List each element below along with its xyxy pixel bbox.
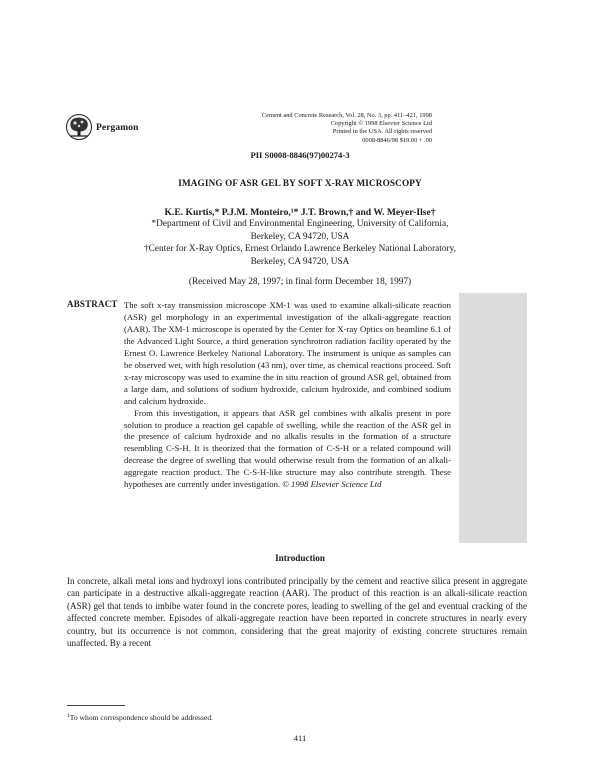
abstract-paragraph-text: From this investigation, it appears that ASR gel combines with alkalis present in pore solution to produce a reaction gel capable of swelling, while the reaction of the ASR gel in the presence of calcium hydroxide and no alkalis results in the formation of a structure resembling C-S-H. It is theorized that the formation of C-S-H or a related compound will decrease the degree of swelling that would otherwise result from the formation of an alkali-aggregate reaction product. The C-S-H-like structure may also contribute strength. These hypotheses are currently under investigation. xyxy=(124,407,451,490)
body-paragraph: In concrete, alkali metal ions and hydroxyl ions contributed principally by the cement and reactive silica present in aggregate can participate in a destructive alkali-aggregate reaction (AAR). The product of this reaction is an alkali-silicate reaction (ASR) gel that tends to imbibe water found in the concrete pores, leading to swelling of the gel and eventual cracking of the affected concrete member. Episodes of alkali-aggregate reaction have been reported in concrete structures in nearly every country, but its occurrence is not common, considering that the great majority of existing concrete structures remain unaffected. By a recent xyxy=(67,576,527,649)
affiliations xyxy=(0,218,600,268)
abstract-label: ABSTRACT xyxy=(67,299,118,309)
footnote-divider xyxy=(67,705,125,706)
margin-shading xyxy=(459,293,527,543)
page-number: 411 xyxy=(293,733,307,743)
affiliation-line: †Center for X-Ray Optics, Ernest Orlando Lawrence Berkeley National Laboratory, xyxy=(143,244,457,255)
journal-line: Cement and Concrete Research, Vol. 28, No. 3, pp. 411–421, 1998 xyxy=(261,112,432,119)
footnote-text: To whom correspondence should be addressed. xyxy=(69,713,214,722)
affiliation-line: Berkeley, CA 94720, USA xyxy=(250,256,350,267)
affiliation-line: Berkeley, CA 94720, USA xyxy=(250,231,350,242)
abstract-paragraph xyxy=(124,408,451,492)
abstract-paragraph: The soft x-ray transmission microscope XM-1 was used to examine alkali-silicate reaction (ASR) gel morphology in an experimental investigation of the alkali-aggregate reaction (AAR). The XM-1 microscope is operated by the Center for X-ray Optics on beamline 6.1 of the Advanced Light Source, a third generation synchrotron radiation facility operated by the Ernest O. Lawrence Berkeley National Laboratory. The instrument is unique as samples can be observed wet, with high resolution (43 nm), over time, as chemical reactions proceed. Soft x-ray microscopy was used to examine the in situ reaction of ground ASR gel, obtained from a large dam, and solutions of sodium hydroxide, calcium hydroxide, and combined sodium and calcium hydroxide. xyxy=(124,300,451,406)
journal-citation xyxy=(172,112,432,145)
abstract-body xyxy=(124,300,451,491)
copyright-notice: © 1998 Elsevier Science Ltd xyxy=(282,479,382,490)
paper-title: IMAGING OF ASR GEL BY SOFT X-RAY MICROSCOPY xyxy=(178,178,422,188)
publisher-name: Pergamon xyxy=(96,123,139,133)
introduction-text xyxy=(67,575,527,650)
journal-line: 0008-8846/98 $19.00 + .00 xyxy=(362,136,432,144)
journal-line: Printed in the USA. All rights reserved xyxy=(332,128,432,136)
footnote xyxy=(67,713,213,722)
section-heading: Introduction xyxy=(275,553,325,563)
journal-line: Copyright © 1998 Elsevier Science Ltd xyxy=(330,120,432,128)
affiliation-line: *Department of Civil and Environmental Engineering, University of California, xyxy=(151,219,449,229)
footnote-mark: 1 xyxy=(67,713,70,719)
pii-identifier: PII S0008-8846(97)00274-3 xyxy=(250,150,350,160)
received-dates: (Received May 28, 1997; in final form December 18, 1997) xyxy=(188,277,412,287)
elsevier-tree-emblem-icon xyxy=(64,113,94,141)
author-list: K.E. Kurtis,* P.J.M. Monteiro,¹* J.T. Brown,† and W. Meyer-Ilse† xyxy=(164,207,436,218)
